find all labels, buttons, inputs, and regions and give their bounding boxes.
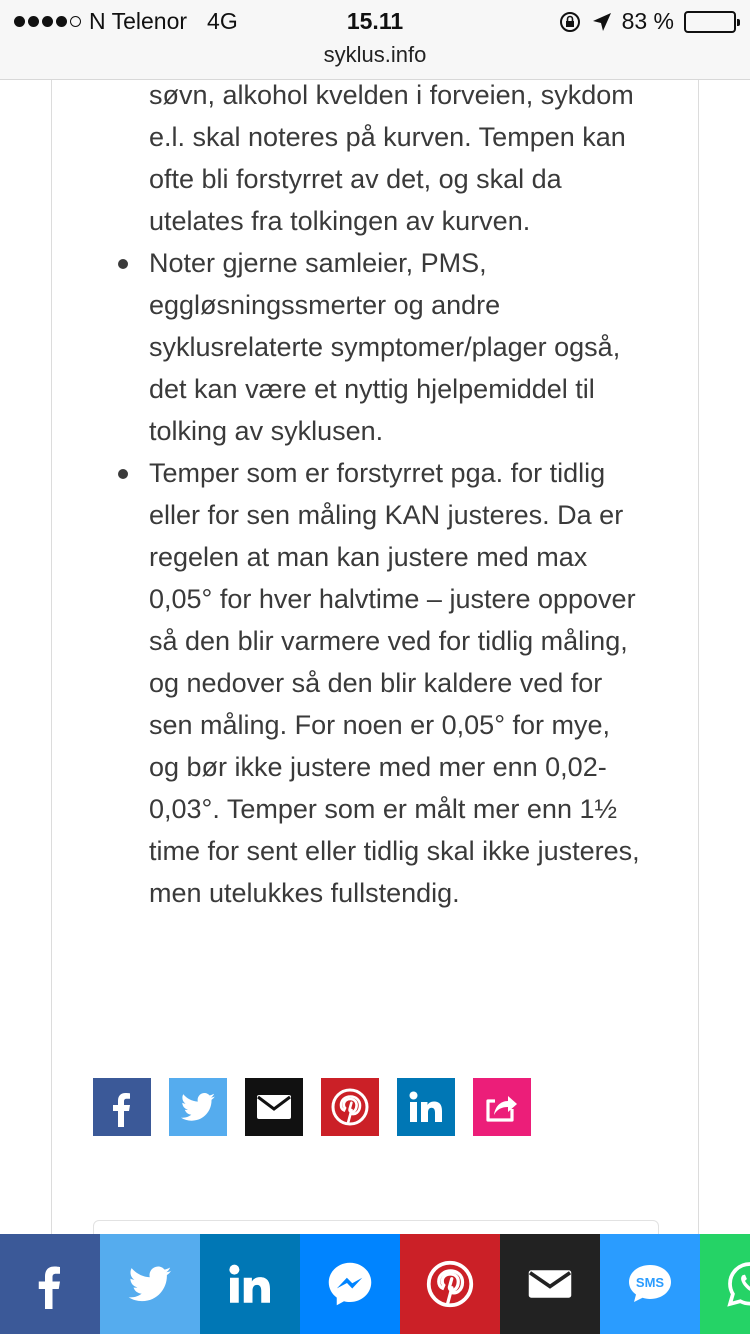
carrier-name: N Telenor (89, 8, 188, 34)
pinterest-icon (330, 1087, 370, 1127)
orientation-lock-icon (558, 10, 582, 34)
network-type: 4G (207, 8, 238, 34)
share-buttons (93, 1078, 531, 1136)
location-arrow-icon (592, 12, 612, 32)
share-email-button[interactable] (245, 1078, 303, 1136)
sms-icon (625, 1259, 675, 1309)
continued-paragraph: søvn, alkohol kvelden i forveien, sykdom e.l. skal noteres på kurven. Tempen kan ofte bli forstyrret av det, og skal da utelates fra tolkingen av kurven. (149, 80, 634, 236)
sticky-twitter-button[interactable] (100, 1234, 200, 1334)
pinterest-icon (425, 1259, 475, 1309)
whatsapp-icon (725, 1259, 750, 1309)
url-host: syklus.info (323, 42, 427, 67)
sticky-pinterest-button[interactable] (400, 1234, 500, 1334)
email-icon (254, 1087, 294, 1127)
linkedin-icon (225, 1259, 275, 1309)
twitter-icon (125, 1259, 175, 1309)
share-more-button[interactable] (473, 1078, 531, 1136)
sticky-linkedin-button[interactable] (200, 1234, 300, 1334)
sticky-email-button[interactable] (500, 1234, 600, 1334)
linkedin-icon (406, 1087, 446, 1127)
tips-list (52, 242, 642, 914)
battery-percent: 83 % (621, 8, 674, 34)
clock: 15.11 (346, 8, 404, 34)
facebook-icon (102, 1087, 142, 1127)
list-item: Temper som er forstyrret pga. for tidlig eller for sen måling KAN justeres. Da er regelen at man kan justere med max 0,05° for hver halvtime – justere oppover så den blir varmere ved for tidlig måling, og nedover så den blir kaldere ved for sen måling. For noen er 0,05° for mye, og bør ikke justere med mer enn 0,02-0,03°. Temper som er målt mer enn 1½ time for sent eller tidlig skal ikke justeres, men utelukkes fullstendig. (149, 452, 642, 914)
status-right (558, 8, 736, 35)
share-icon (482, 1087, 522, 1127)
content-panel (51, 80, 699, 1240)
status-bar (0, 0, 750, 40)
facebook-icon (25, 1259, 75, 1309)
share-facebook-button[interactable] (93, 1078, 151, 1136)
sms-label: SMS (635, 1275, 665, 1290)
messenger-icon (325, 1259, 375, 1309)
sticky-sms-button[interactable] (600, 1234, 700, 1334)
email-icon (525, 1259, 575, 1309)
sticky-whatsapp-button[interactable] (700, 1234, 750, 1334)
share-pinterest-button[interactable] (321, 1078, 379, 1136)
share-twitter-button[interactable] (169, 1078, 227, 1136)
sticky-messenger-button[interactable] (300, 1234, 400, 1334)
battery-icon (684, 11, 736, 33)
article-body (52, 80, 698, 914)
sticky-facebook-button[interactable] (0, 1234, 100, 1334)
share-linkedin-button[interactable] (397, 1078, 455, 1136)
sticky-share-bar (0, 1234, 750, 1334)
list-item: Noter gjerne samleier, PMS, eggløsningssmerter og andre syklusrelaterte symptomer/plager også, det kan være et nyttig hjelpemiddel til tolking av syklusen. (149, 242, 642, 452)
twitter-icon (178, 1087, 218, 1127)
